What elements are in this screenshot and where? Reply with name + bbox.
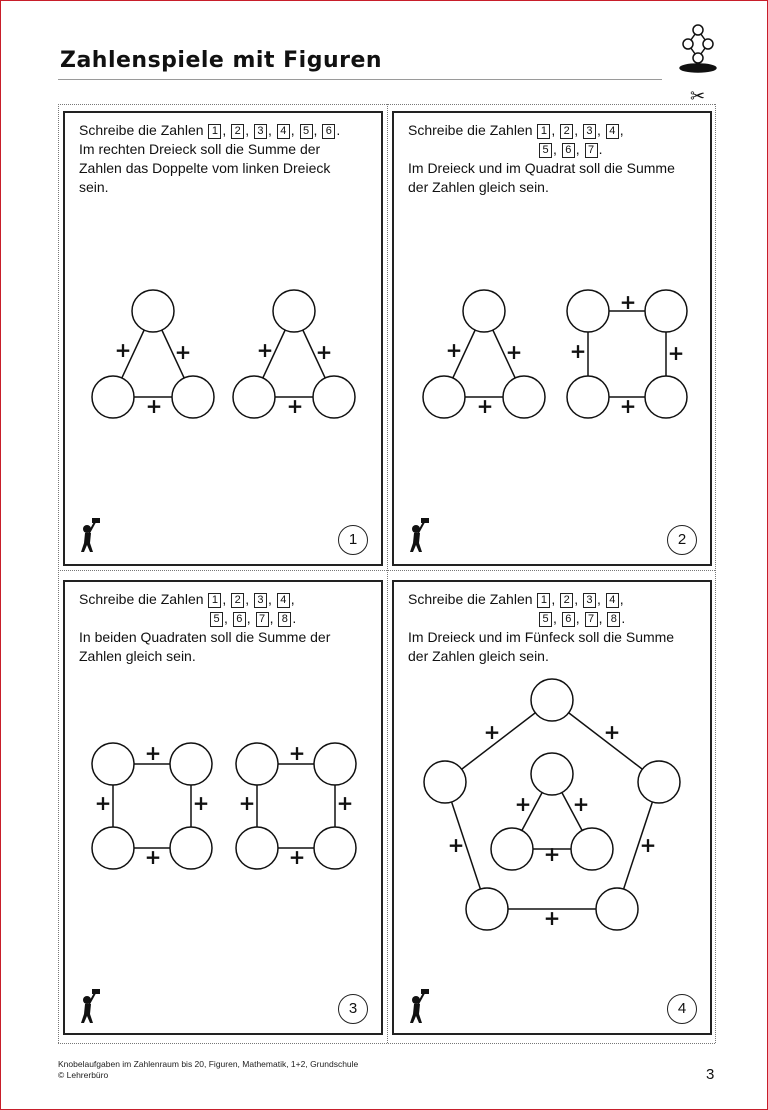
card-number: 4	[667, 994, 697, 1024]
plus-sign: +	[238, 791, 256, 815]
plus-sign: +	[476, 394, 494, 418]
task-card-4	[392, 580, 712, 1035]
plus-sign: +	[315, 340, 333, 364]
footer-line: Knobelaufgaben im Zahlenraum bis 20, Figuren, Mathematik, 1+2, Grundschule	[58, 1059, 359, 1069]
answer-circle[interactable]	[463, 290, 505, 332]
answer-circle[interactable]	[596, 888, 638, 930]
answer-circle[interactable]	[531, 679, 573, 721]
answer-circle[interactable]	[236, 827, 278, 869]
cut-line-left	[58, 104, 59, 1043]
answer-circle[interactable]	[645, 290, 687, 332]
answer-circle[interactable]	[491, 828, 533, 870]
number-box: 1	[537, 124, 550, 139]
cut-line-center	[387, 104, 388, 1043]
number-box: 4	[606, 124, 619, 139]
number-box: 3	[254, 593, 267, 608]
number-box: 8	[607, 612, 620, 627]
plus-sign: +	[445, 338, 463, 362]
instruction-line: sein.	[79, 179, 109, 195]
plus-sign: +	[667, 341, 685, 365]
plus-sign: +	[145, 394, 163, 418]
number-box: 1	[208, 593, 221, 608]
page-number: 3	[706, 1066, 715, 1083]
number-box: 4	[606, 593, 619, 608]
card-instructions: Schreibe die Zahlen 1 , 2 , 3 , 4 , 5 , 6 , 7 . Im Dreieck und im Quadrat soll die Summe der Zahlen gleich sein.	[408, 122, 675, 195]
plus-sign: +	[114, 338, 132, 362]
instruction-line: Zahlen gleich sein.	[79, 648, 196, 664]
plus-sign: +	[619, 290, 637, 314]
worker-icon	[79, 517, 101, 553]
instruction-line: In beiden Quadraten soll die Summe der	[79, 629, 331, 645]
number-box: 1	[537, 593, 550, 608]
answer-circle[interactable]	[236, 743, 278, 785]
triangle-and-square-figures	[394, 113, 710, 564]
answer-circle[interactable]	[503, 376, 545, 418]
answer-circle[interactable]	[423, 376, 465, 418]
triangle-figures	[65, 113, 381, 564]
plus-sign: +	[639, 833, 657, 857]
plus-sign: +	[603, 720, 621, 744]
card-number: 2	[667, 525, 697, 555]
instruction-line: Schreibe die Zahlen	[79, 122, 204, 138]
answer-circle[interactable]	[314, 743, 356, 785]
plus-sign: +	[336, 791, 354, 815]
task-card-3	[63, 580, 383, 1035]
number-box: 4	[277, 593, 290, 608]
card-number: 3	[338, 994, 368, 1024]
answer-circle[interactable]	[170, 827, 212, 869]
number-box: 5	[300, 124, 313, 139]
plus-sign: +	[94, 791, 112, 815]
plus-sign: +	[174, 340, 192, 364]
plus-sign: +	[192, 791, 210, 815]
number-box: 2	[560, 593, 573, 608]
answer-circle[interactable]	[638, 761, 680, 803]
number-box: 5	[539, 143, 552, 158]
number-box: 2	[231, 593, 244, 608]
plus-sign: +	[447, 833, 465, 857]
answer-circle[interactable]	[531, 753, 573, 795]
cut-line-bottom	[58, 1043, 715, 1044]
footer	[58, 1059, 358, 1081]
plus-sign: +	[288, 741, 306, 765]
number-box: 7	[585, 143, 598, 158]
instruction-line: Schreibe die Zahlen	[408, 591, 533, 607]
plus-sign: +	[514, 792, 532, 816]
answer-circle[interactable]	[92, 376, 134, 418]
instruction-line: Im Dreieck und im Quadrat soll die Summe	[408, 160, 675, 176]
answer-circle[interactable]	[92, 743, 134, 785]
logo-icon	[672, 22, 724, 74]
page-title: Zahlenspiele mit Figuren	[60, 48, 383, 73]
plus-sign: +	[543, 842, 561, 866]
answer-circle[interactable]	[645, 376, 687, 418]
number-box: 6	[233, 612, 246, 627]
number-box: 5	[210, 612, 223, 627]
number-box: 6	[562, 612, 575, 627]
cut-line-right	[715, 104, 716, 1043]
answer-circle[interactable]	[571, 828, 613, 870]
two-square-figures	[65, 582, 381, 1033]
answer-circle[interactable]	[132, 290, 174, 332]
answer-circle[interactable]	[233, 376, 275, 418]
instruction-line: Im rechten Dreieck soll die Summe der	[79, 141, 321, 157]
number-box: 6	[562, 143, 575, 158]
plus-sign: +	[569, 339, 587, 363]
number-box: 4	[277, 124, 290, 139]
answer-circle[interactable]	[314, 827, 356, 869]
answer-circle[interactable]	[567, 290, 609, 332]
title-divider	[58, 79, 662, 80]
footer-copyright: © Lehrerbüro	[58, 1070, 109, 1080]
card-instructions: Schreibe die Zahlen 1 , 2 , 3 , 4 , 5 , 6 , 7 , 8 . In beiden Quadraten soll die Summe der Zahlen gleich sein.	[79, 591, 331, 664]
number-box: 5	[539, 612, 552, 627]
answer-circle[interactable]	[567, 376, 609, 418]
number-box: 1	[208, 124, 221, 139]
plus-sign: +	[572, 792, 590, 816]
answer-circle[interactable]	[466, 888, 508, 930]
number-box: 3	[583, 593, 596, 608]
pentagon-and-triangle-figure	[394, 582, 710, 1033]
task-card-2	[392, 111, 712, 566]
answer-circle[interactable]	[170, 743, 212, 785]
instruction-line: Im Dreieck und im Fünfeck soll die Summe	[408, 629, 675, 645]
card-number: 1	[338, 525, 368, 555]
answer-circle[interactable]	[313, 376, 355, 418]
instruction-line: der Zahlen gleich sein.	[408, 179, 549, 195]
card-instructions: Schreibe die Zahlen 1 , 2 , 3 , 4 , 5 , 6 . Im rechten Dreieck soll die Summe der Zahlen das Doppelte vom linken Dreieck sein.	[79, 122, 341, 195]
number-box: 3	[583, 124, 596, 139]
answer-circle[interactable]	[172, 376, 214, 418]
card-instructions: Schreibe die Zahlen 1 , 2 , 3 , 4 , 5 , 6 , 7 , 8 . Im Dreieck und im Fünfeck soll die Summe der Zahlen gleich sein.	[408, 591, 675, 664]
number-box: 7	[256, 612, 269, 627]
instruction-line: Zahlen das Doppelte vom linken Dreieck	[79, 160, 331, 176]
plus-sign: +	[543, 906, 561, 930]
instruction-line: der Zahlen gleich sein.	[408, 648, 549, 664]
number-box: 8	[278, 612, 291, 627]
number-box: 6	[322, 124, 335, 139]
task-card-1	[63, 111, 383, 566]
plus-sign: +	[144, 845, 162, 869]
worker-icon	[408, 988, 430, 1024]
scissors-icon: ✂	[690, 86, 706, 106]
worker-icon	[408, 517, 430, 553]
answer-circle[interactable]	[424, 761, 466, 803]
worker-icon	[79, 988, 101, 1024]
plus-sign: +	[483, 720, 501, 744]
plus-sign: +	[286, 394, 304, 418]
number-box: 3	[254, 124, 267, 139]
plus-sign: +	[256, 338, 274, 362]
instruction-line: Schreibe die Zahlen	[408, 122, 533, 138]
plus-sign: +	[505, 340, 523, 364]
instruction-line: Schreibe die Zahlen	[79, 591, 204, 607]
answer-circle[interactable]	[92, 827, 134, 869]
answer-circle[interactable]	[273, 290, 315, 332]
plus-sign: +	[619, 394, 637, 418]
number-box: 7	[585, 612, 598, 627]
number-box: 2	[560, 124, 573, 139]
number-box: 2	[231, 124, 244, 139]
plus-sign: +	[288, 845, 306, 869]
plus-sign: +	[144, 741, 162, 765]
